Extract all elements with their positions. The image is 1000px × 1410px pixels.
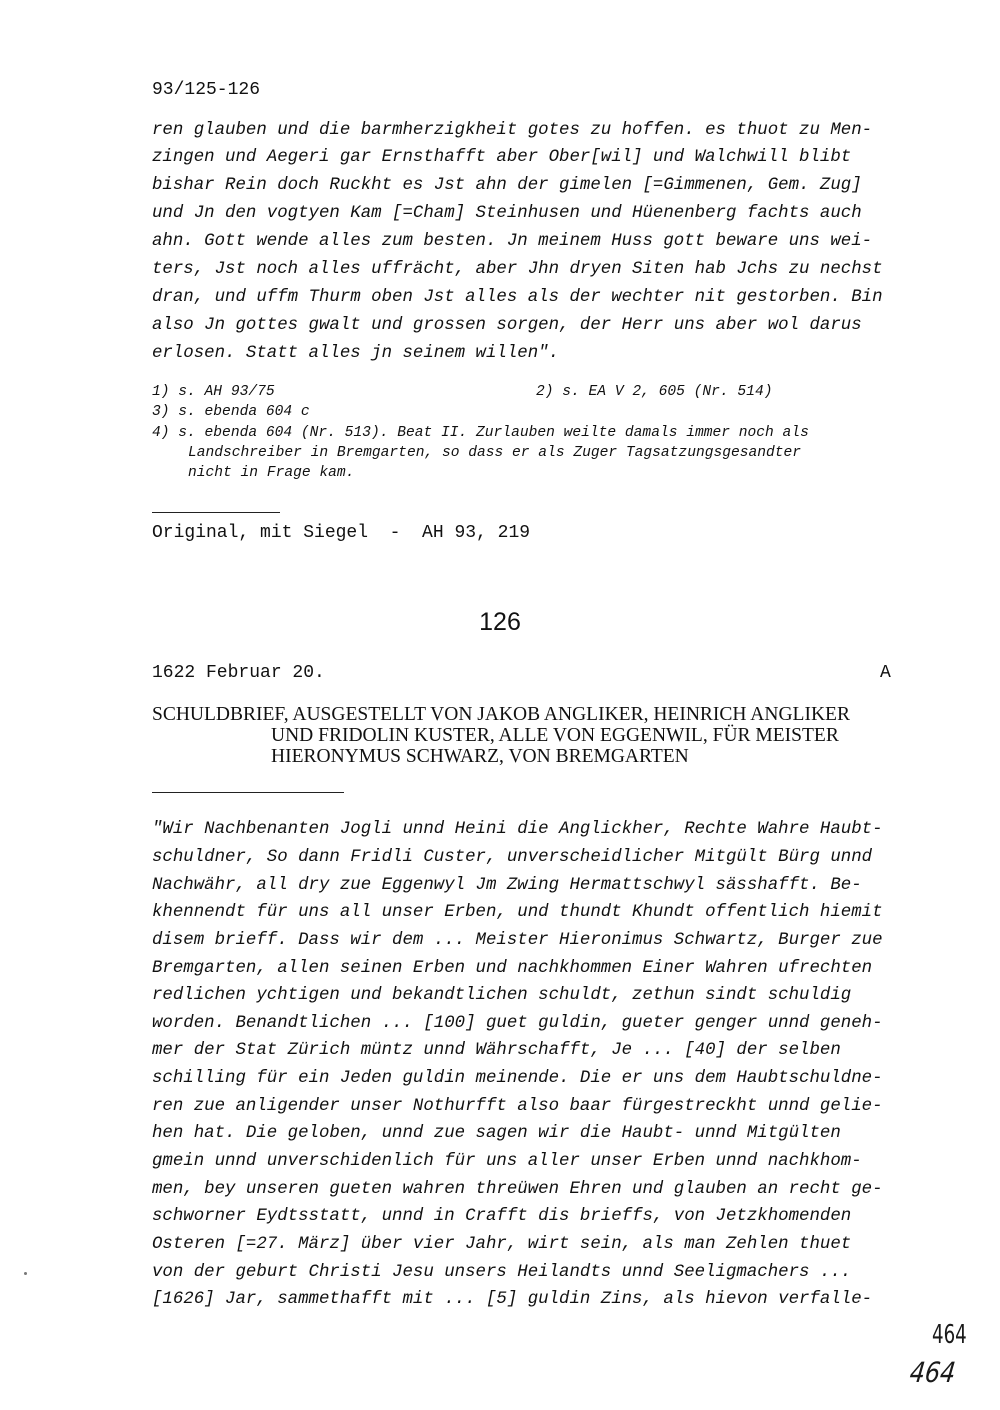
text-line: ahn. Gott wende alles zum besten. Jn meinem Huss gott beware uns wei- bbox=[152, 232, 873, 251]
footnote-3: 3) s. ebenda 604 c bbox=[152, 404, 310, 420]
body-line: schuldner, So dann Fridli Custer, unverscheidlicher Mitgült Bürg unnd bbox=[152, 848, 873, 867]
text-line: zingen und Aegeri gar Ernsthafft aber Ober[wil] und Walchwill blibt bbox=[152, 148, 852, 167]
text-line: bishar Rein doch Ruckht es Jst ahn der gimelen [=Gimmenen, Gem. Zug] bbox=[152, 176, 862, 195]
text-line: ters, Jst noch alles uffrächt, aber Jhn dryen Siten hab Jchs zu nechst bbox=[152, 260, 883, 279]
body-line: khennendt für uns all unser Erben, und thundt Khundt offentlich hiemit bbox=[152, 903, 883, 922]
body-line: worden. Benandtlichen ... [100] guet guldin, gueter genger unnd geneh- bbox=[152, 1014, 883, 1033]
body-line: men, bey unseren gueten wahren threüwen Ehren und glauben an recht ge- bbox=[152, 1180, 883, 1199]
title-line: HIERONYMUS SCHWARZ, VON BREMGARTEN bbox=[271, 746, 689, 767]
header-reference: 93/125-126 bbox=[152, 80, 261, 100]
body-line: redlichen ychtigen und bekandtlichen schuldt, zethun sindt schuldig bbox=[152, 986, 852, 1005]
body-line: hen hat. Die geloben, unnd zue sagen wir die Haubt- unnd Mitgülten bbox=[152, 1124, 841, 1143]
body-line: Bremgarten, allen seinen Erben und nachkhommen Einer Wahren ufrechten bbox=[152, 959, 873, 978]
scan-speck bbox=[24, 1272, 27, 1275]
body-line: [1626] Jar, sammethafft mit ... [5] guldin Zins, als hievon verfalle- bbox=[152, 1290, 873, 1309]
body-line: ren zue anligender unser Nothurfft also baar fürgestreckht unnd gelie- bbox=[152, 1097, 883, 1116]
body-line: Osteren [=27. März] über vier Jahr, wirt sein, als man Zehlen thuet bbox=[152, 1235, 852, 1254]
body-line: gmein unnd unverschidenlich für uns aller unser Erben unnd nachkhom- bbox=[152, 1152, 862, 1171]
body-line: Nachwähr, all dry zue Eggenwyl Jm Zwing Hermattschwyl sässhafft. Be- bbox=[152, 876, 862, 895]
text-line: und Jn den vogtyen Kam [=Cham] Steinhusen und Hüenenberg fachts auch bbox=[152, 204, 862, 223]
body-line: schilling für ein Jeden guldin meinende. Die er uns dem Haubtschuldne- bbox=[152, 1069, 883, 1088]
body-line: von der geburt Christi Jesu unsers Heilandts unnd Seeligmachers ... bbox=[152, 1263, 852, 1282]
title-line: UND FRIDOLIN KUSTER, ALLE VON EGGENWIL, FÜR MEISTER bbox=[271, 725, 839, 746]
document-date: 1622 Februar 20. bbox=[152, 663, 325, 683]
text-line: dran, und uffm Thurm oben Jst alles als der wechter nit gestorben. Bin bbox=[152, 288, 883, 307]
text-line: also Jn gottes gwalt und grossen sorgen, der Herr uns aber wol darus bbox=[152, 316, 862, 335]
divider bbox=[152, 792, 344, 793]
title-line: SCHULDBRIEF, AUSGESTELLT VON JAKOB ANGLIKER, HEINRICH ANGLIKER bbox=[152, 704, 850, 725]
document-title bbox=[152, 704, 850, 767]
body-line: mer der Stat Zürich müntz unnd Währschafft, Je ... [40] der selben bbox=[152, 1041, 841, 1060]
divider bbox=[152, 512, 280, 513]
source-note: Original, mit Siegel - AH 93, 219 bbox=[152, 523, 531, 543]
page-number-stamp: 464 bbox=[932, 1320, 967, 1350]
page-number-handwritten: 464 bbox=[908, 1356, 958, 1389]
footnote-1: 1) s. AH 93/75 bbox=[152, 384, 275, 400]
document-number: 126 bbox=[479, 608, 521, 636]
body-line: "Wir Nachbenanten Jogli unnd Heini die Anglickher, Rechte Wahre Haubt- bbox=[152, 820, 883, 839]
version-marker: A bbox=[880, 663, 891, 683]
body-line: schworner Eydtsstatt, unnd in Crafft dis brieffs, von Jetzkhomenden bbox=[152, 1207, 852, 1226]
footnote-4: 4) s. ebenda 604 (Nr. 513). Beat II. Zurlauben weilte damals immer noch als bbox=[152, 425, 809, 441]
footnote-4-continued: Landschreiber in Bremgarten, so dass er als Zuger Tagsatzungsgesandter bbox=[188, 445, 802, 461]
text-line: ren glauben und die barmherzigkheit gotes zu hoffen. es thuot zu Men- bbox=[152, 121, 873, 140]
footnote-4-continued: nicht in Frage kam. bbox=[188, 465, 355, 481]
footnote-2: 2) s. EA V 2, 605 (Nr. 514) bbox=[536, 384, 773, 400]
text-line: erlosen. Statt alles jn seinem willen". bbox=[152, 344, 560, 363]
body-line: disem brieff. Dass wir dem ... Meister Hieronimus Schwartz, Burger zue bbox=[152, 931, 883, 950]
